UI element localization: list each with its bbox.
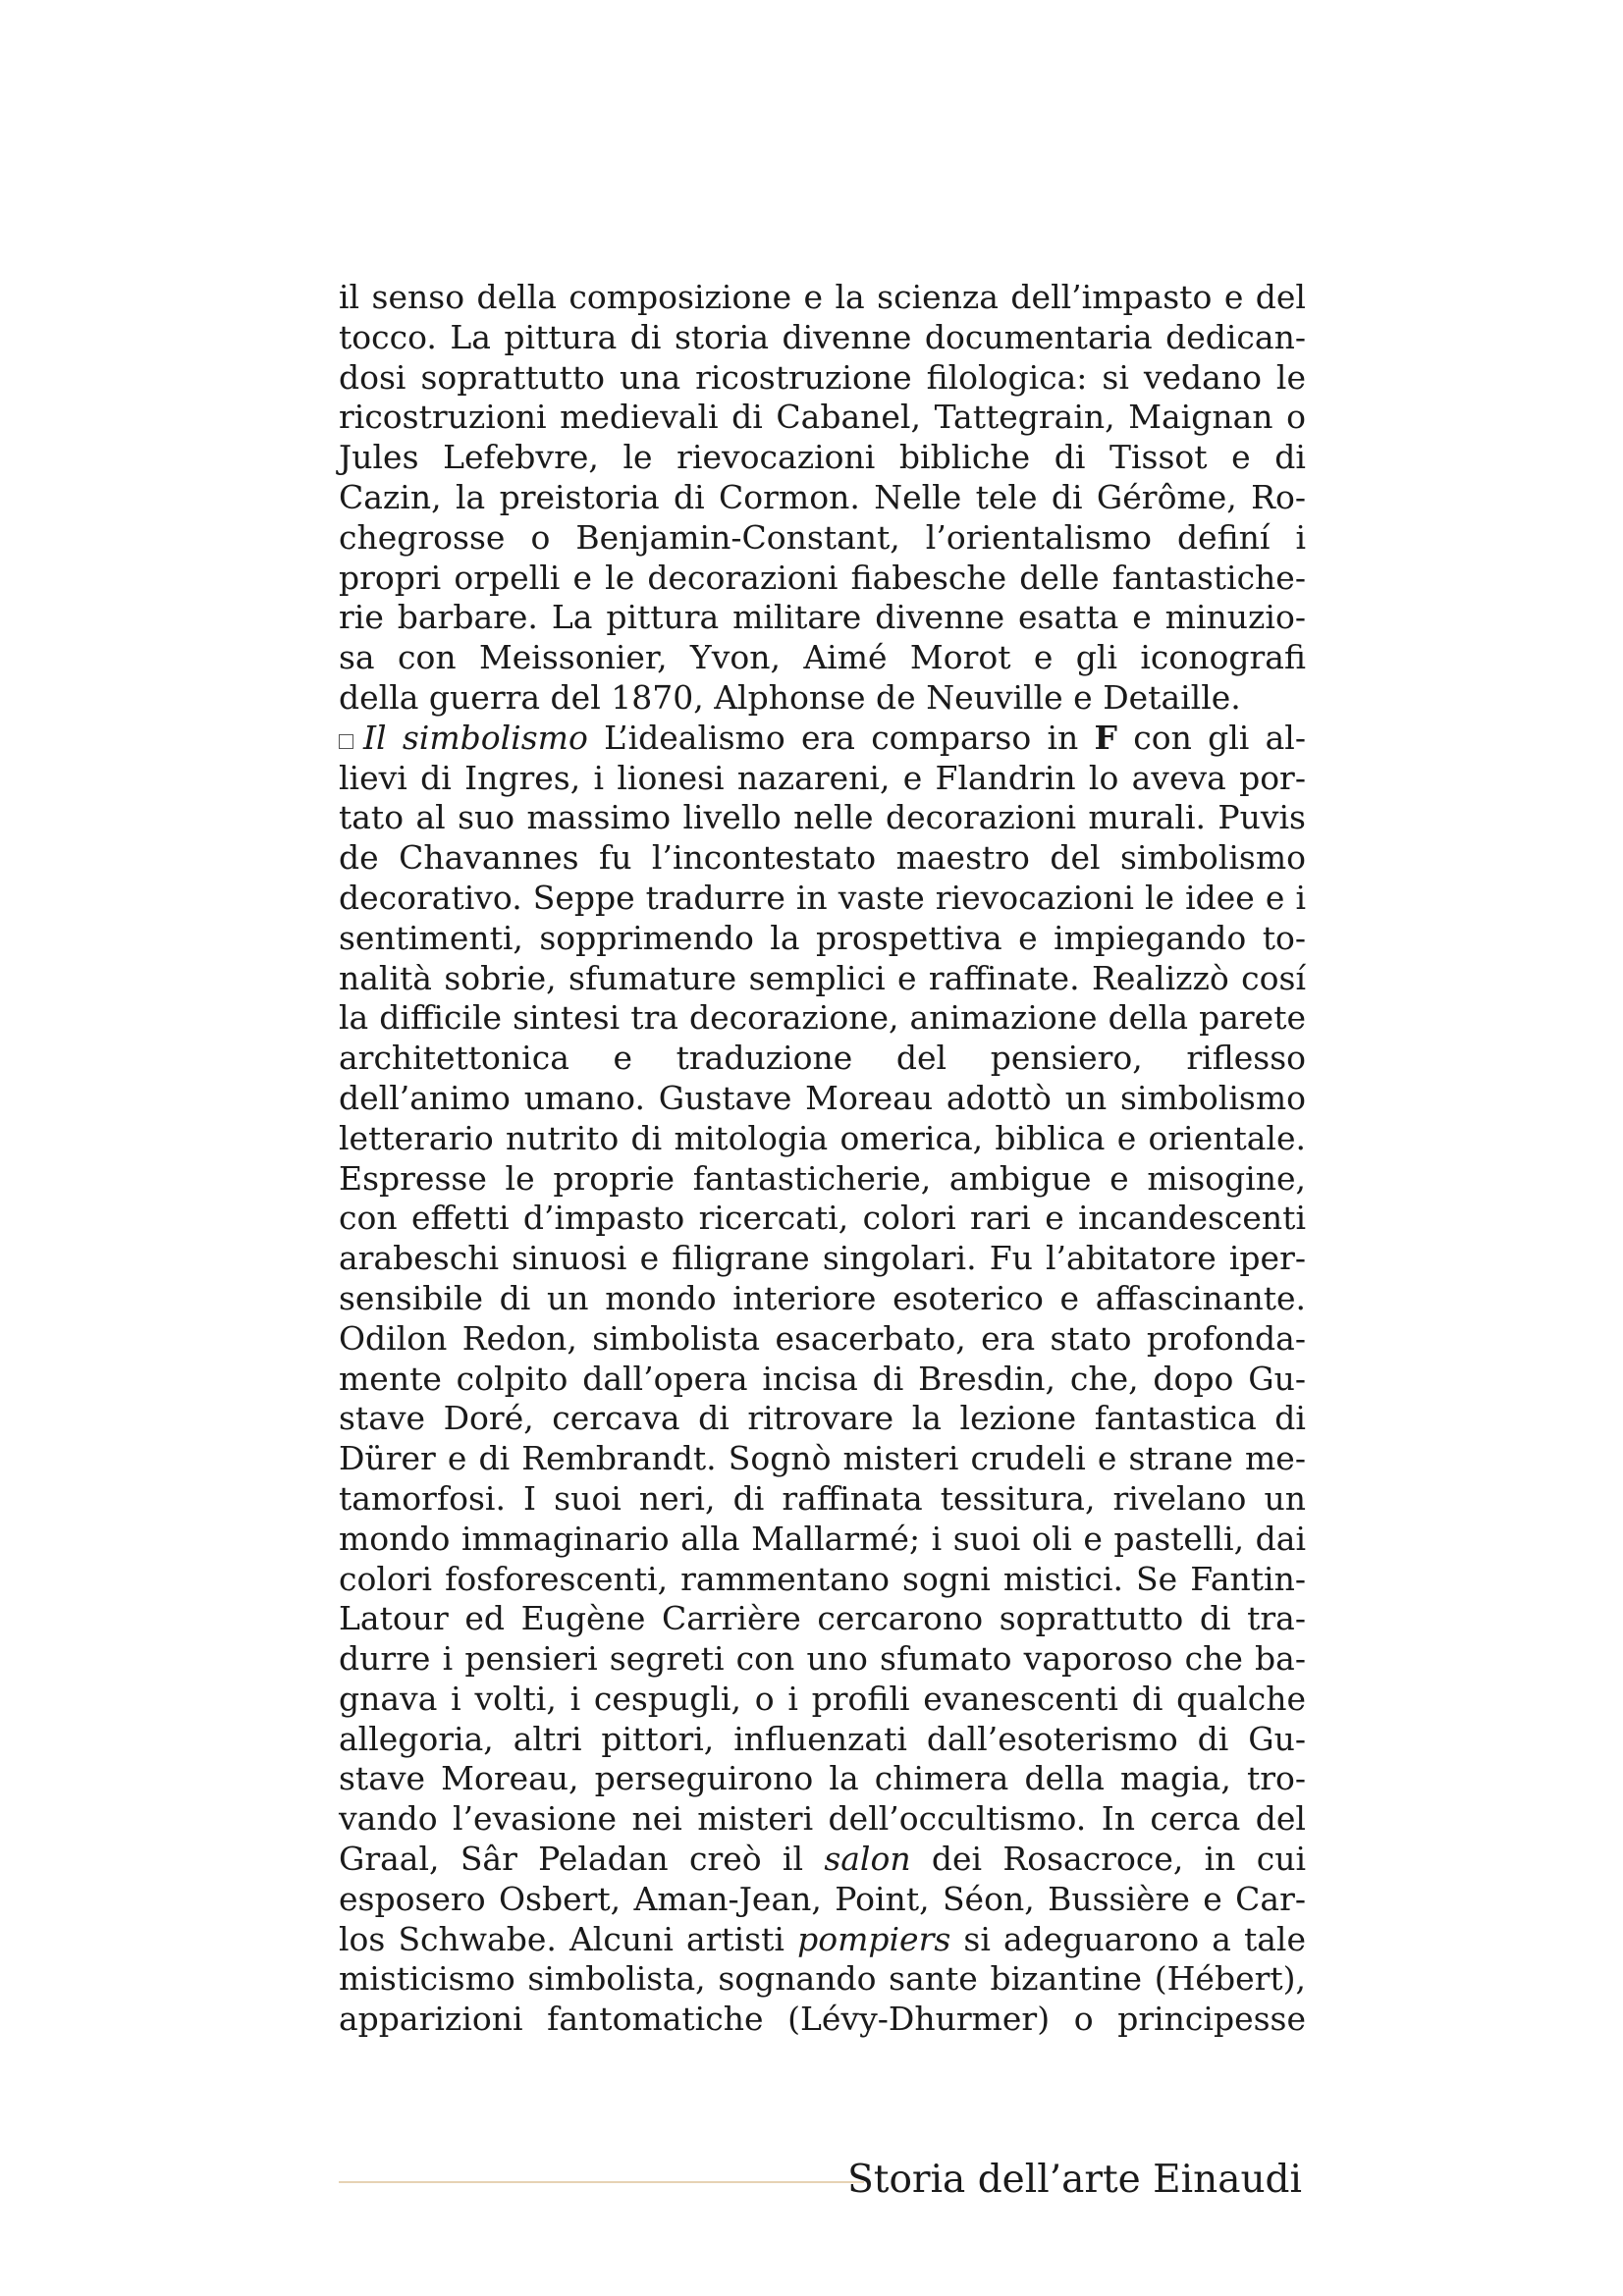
text-line: esposero Osbert, Aman-Jean, Point, Séon, Bussière e Car-	[339, 1879, 1306, 1918]
text-line: arabeschi sinuosi e filigrane singolari. Fu l’abitatore iper-	[339, 1239, 1306, 1278]
text-line: propri orpelli e le decorazioni fiabesche delle fantastiche-	[339, 558, 1306, 597]
text-line: tocco. La pittura di storia divenne documentaria dedican-	[339, 317, 1306, 356]
abbreviation: F	[1094, 718, 1117, 757]
text-line: decorativo. Seppe tradurre in vaste rievocazioni le idee e i	[339, 878, 1306, 917]
text-line: letterario nutrito di mitologia omerica, biblica e orientale.	[339, 1118, 1306, 1157]
text-line: sensibile di un mondo interiore esoterico e affascinante.	[339, 1278, 1306, 1317]
text-run: con gli al-	[1116, 718, 1306, 757]
main-text	[339, 278, 1306, 2040]
text-run: dei Rosacroce, in cui	[910, 1840, 1307, 1879]
section-heading: Il simbolismo	[363, 718, 588, 757]
text-line: Jules Lefebvre, le rievocazioni bibliche di Tissot e di	[339, 438, 1306, 477]
text-line: stave Doré, cercava di ritrovare la lezione fantastica di	[339, 1399, 1306, 1438]
text-line: nalità sobrie, sfumature semplici e raffinate. Realizzò cosí	[339, 958, 1306, 997]
footer-rule	[339, 2181, 864, 2183]
text-run: si adeguarono a tale	[950, 1919, 1306, 1958]
text-line: mente colpito dall’opera incisa di Bresdin, che, dopo Gu-	[339, 1359, 1306, 1398]
text-line: la difficile sintesi tra decorazione, animazione della parete	[339, 998, 1306, 1038]
italic-term: salon	[824, 1840, 911, 1879]
text-line: colori fosforescenti, rammentano sogni mistici. Se Fantin-	[339, 1559, 1306, 1598]
text-line: de Chavannes fu l’incontestato maestro del simbolismo	[339, 838, 1306, 878]
text-line: Cazin, la preistoria di Cormon. Nelle tele di Gérôme, Ro-	[339, 477, 1306, 516]
text-line: misticismo simbolista, sognando sante bizantine (Hébert),	[339, 1959, 1306, 1999]
text-line: chegrosse o Benjamin-Constant, l’orientalismo definí i	[339, 517, 1306, 557]
text-run: los Schwabe. Alcuni artisti	[339, 1919, 798, 1958]
text-line: sa con Meissonier, Yvon, Aimé Morot e gli iconografi	[339, 638, 1306, 677]
text-run: Graal, Sâr Peladan creò il	[339, 1840, 825, 1879]
text-line: apparizioni fantomatiche (Lévy-Dhurmer) o principesse	[339, 2000, 1306, 2039]
text-line: architettonica e traduzione del pensiero, riflesso	[339, 1039, 1306, 1078]
text-run: L’idealismo era comparso in	[587, 718, 1095, 757]
text-line: allegoria, altri pittori, influenzati dall’esoterismo di Gu-	[339, 1719, 1306, 1758]
text-line: vando l’evasione nei misteri dell’occultismo. In cerca del	[339, 1799, 1306, 1839]
text-line: Latour ed Eugène Carrière cercarono soprattutto di tra-	[339, 1599, 1306, 1638]
text-line: con effetti d’impasto ricercati, colori rari e incandescenti	[339, 1199, 1306, 1238]
text-line: Dürer e di Rembrandt. Sognò misteri crudeli e strane me-	[339, 1439, 1306, 1478]
text-line	[339, 1840, 1306, 1880]
section-square-icon	[339, 734, 353, 749]
text-line: ricostruzioni medievali di Cabanel, Tattegrain, Maignan o	[339, 398, 1306, 437]
text-line: mondo immaginario alla Mallarmé; i suoi oli e pastelli, dai	[339, 1519, 1306, 1558]
text-line-section-start	[339, 719, 1306, 759]
text-line: lievi di Ingres, i lionesi nazareni, e Flandrin lo aveva por-	[339, 758, 1306, 797]
text-line: Odilon Redon, simbolista esacerbato, era stato profonda-	[339, 1318, 1306, 1358]
text-line: dosi soprattutto una ricostruzione filologica: si vedano le	[339, 357, 1306, 397]
text-line: durre i pensieri segreti con uno sfumato vaporoso che ba-	[339, 1639, 1306, 1679]
text-line: tamorfosi. I suoi neri, di raffinata tessitura, rivelano un	[339, 1478, 1306, 1518]
text-line: tato al suo massimo livello nelle decorazioni murali. Puvis	[339, 798, 1306, 837]
text-line: stave Moreau, perseguirono la chimera della magia, tro-	[339, 1759, 1306, 1798]
text-line	[339, 1920, 1306, 1960]
text-line: gnava i volti, i cespugli, o i profili evanescenti di qualche	[339, 1679, 1306, 1718]
footer-title: Storia dell’arte Einaudi	[847, 2158, 1302, 2202]
text-line: sentimenti, sopprimendo la prospettiva e impiegando to-	[339, 918, 1306, 957]
text-line: Espresse le proprie fantasticherie, ambigue e misogine,	[339, 1158, 1306, 1198]
text-line: rie barbare. La pittura militare divenne esatta e minuzio-	[339, 598, 1306, 637]
italic-term: pompiers	[797, 1919, 951, 1958]
text-line: il senso della composizione e la scienza dell’impasto e del	[339, 278, 1306, 316]
text-line: della guerra del 1870, Alphonse de Neuville e Detaille.	[339, 677, 1241, 717]
text-line: dell’animo umano. Gustave Moreau adottò un simbolismo	[339, 1078, 1306, 1117]
